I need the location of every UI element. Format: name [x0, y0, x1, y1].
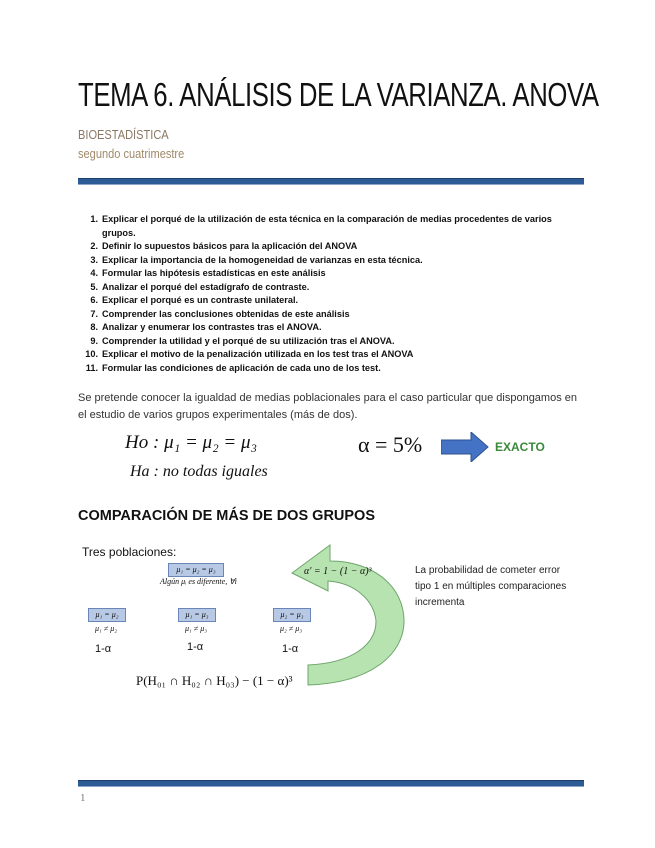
global-hypothesis-caption: Algún μᵢ es diferente, ∀i	[160, 577, 237, 586]
pair-box-3: μ₂ = μ₃	[273, 608, 311, 622]
list-item-text: Explicar la importancia de la homogeneidad de varianzas en esta técnica.	[102, 254, 423, 265]
list-item	[82, 281, 578, 295]
intro-paragraph: Se pretende conocer la igualdad de medias poblacionales para el caso particular que dispongamos en el estudio de varios grupos experimentales (más de dos).	[78, 392, 577, 421]
list-item-text: Explicar el motivo de la penalización utilizada en los test tras el ANOVA	[102, 349, 414, 359]
semester-label: segundo cuatrimestre	[78, 146, 185, 161]
null-hypothesis	[125, 432, 257, 454]
arrow-formula: α' = 1 − (1 − α)³	[304, 566, 372, 577]
list-item-text: Formular las hipótesis estadísticas en este análisis	[102, 268, 326, 278]
list-item-text: Definir lo supuestos básicos para la aplicación del ANOVA	[102, 241, 358, 251]
list-item	[82, 321, 578, 335]
pair-box-2: μ₁ = μ₃	[178, 608, 216, 622]
alternative-hypothesis: Ha : no todas iguales	[130, 463, 268, 480]
list-item-number: 7.	[90, 308, 98, 319]
list-item-text: Comprender la utilidad y el porqué de su utilización tras el ANOVA.	[102, 335, 395, 346]
list-item	[82, 308, 578, 322]
list-item	[82, 267, 578, 281]
list-item-number: 10.	[85, 349, 98, 359]
list-item-text: Explicar el porqué es un contraste unilateral.	[102, 295, 299, 305]
pair-prob-2: 1-α	[187, 641, 204, 653]
list-item	[82, 335, 578, 349]
subject-label: BIOESTADÍSTICA	[78, 127, 169, 142]
list-item-number: 3.	[90, 254, 98, 265]
list-item-text: Analizar el porqué del estadígrafo de contraste.	[102, 281, 310, 292]
exact-label: EXACTO	[495, 440, 545, 454]
list-item	[82, 362, 578, 376]
populations-label: Tres poblaciones:	[82, 545, 177, 559]
pair-prob-1: 1-α	[95, 643, 112, 655]
list-item-text: Comprender las conclusiones obtenidas de este análisis	[102, 308, 350, 319]
probability-formula: P(H₀₁ ∩ H₀₂ ∩ H₀₃) − (1 − α)³	[136, 673, 293, 688]
list-item	[82, 294, 578, 308]
pair-prob-3: 1-α	[282, 643, 299, 655]
list-item-number: 5.	[90, 281, 98, 292]
list-item-text: Formular las condiciones de aplicación de cada uno de los test.	[102, 362, 381, 373]
list-item-number: 2.	[90, 241, 98, 251]
list-item	[82, 254, 578, 268]
list-item	[82, 213, 578, 240]
pair-neq-3: μ₂ ≠ μ₃	[280, 624, 302, 633]
list-item-number: 1.	[90, 214, 98, 224]
section-heading: COMPARACIÓN DE MÁS DE DOS GRUPOS	[78, 508, 376, 524]
pair-box-1: μ₁ = μ₂	[88, 608, 126, 622]
list-item-number: 11.	[85, 362, 98, 373]
alpha-level: α = 5%	[358, 432, 423, 457]
list-item-text: Explicar el porqué de la utilización de esta técnica en la comparación de medias procedentes de varios grupos.	[102, 214, 552, 238]
list-item-number: 9.	[90, 335, 98, 346]
multiple-comparisons-note: La probabilidad de cometer error tipo 1 en múltiples comparaciones incrementa	[415, 565, 567, 608]
list-item-number: 6.	[90, 295, 98, 305]
objectives-list	[82, 213, 578, 375]
footer-divider	[78, 780, 584, 787]
null-hypothesis-expression: μ₁ = μ₂ = μ₃	[164, 432, 258, 453]
list-item-text: Analizar y enumerar los contrastes tras el ANOVA.	[102, 322, 322, 332]
list-item-number: 4.	[90, 268, 98, 278]
pair-neq-2: μ₁ ≠ μ₃	[185, 624, 207, 633]
right-arrow-icon	[441, 432, 489, 462]
list-item	[82, 240, 578, 254]
list-item	[82, 348, 578, 362]
global-hypothesis-box: μ₁ = μ₂ = μ₃	[168, 563, 224, 577]
page-number: 1	[80, 792, 86, 804]
null-hypothesis-label: Ho :	[125, 432, 160, 453]
page-title: TEMA 6. ANÁLISIS DE LA VARIANZA. ANOVA	[78, 76, 599, 113]
list-item-number: 8.	[90, 322, 98, 332]
header-divider	[78, 178, 584, 185]
pair-neq-1: μ₁ ≠ μ₂	[95, 624, 117, 633]
